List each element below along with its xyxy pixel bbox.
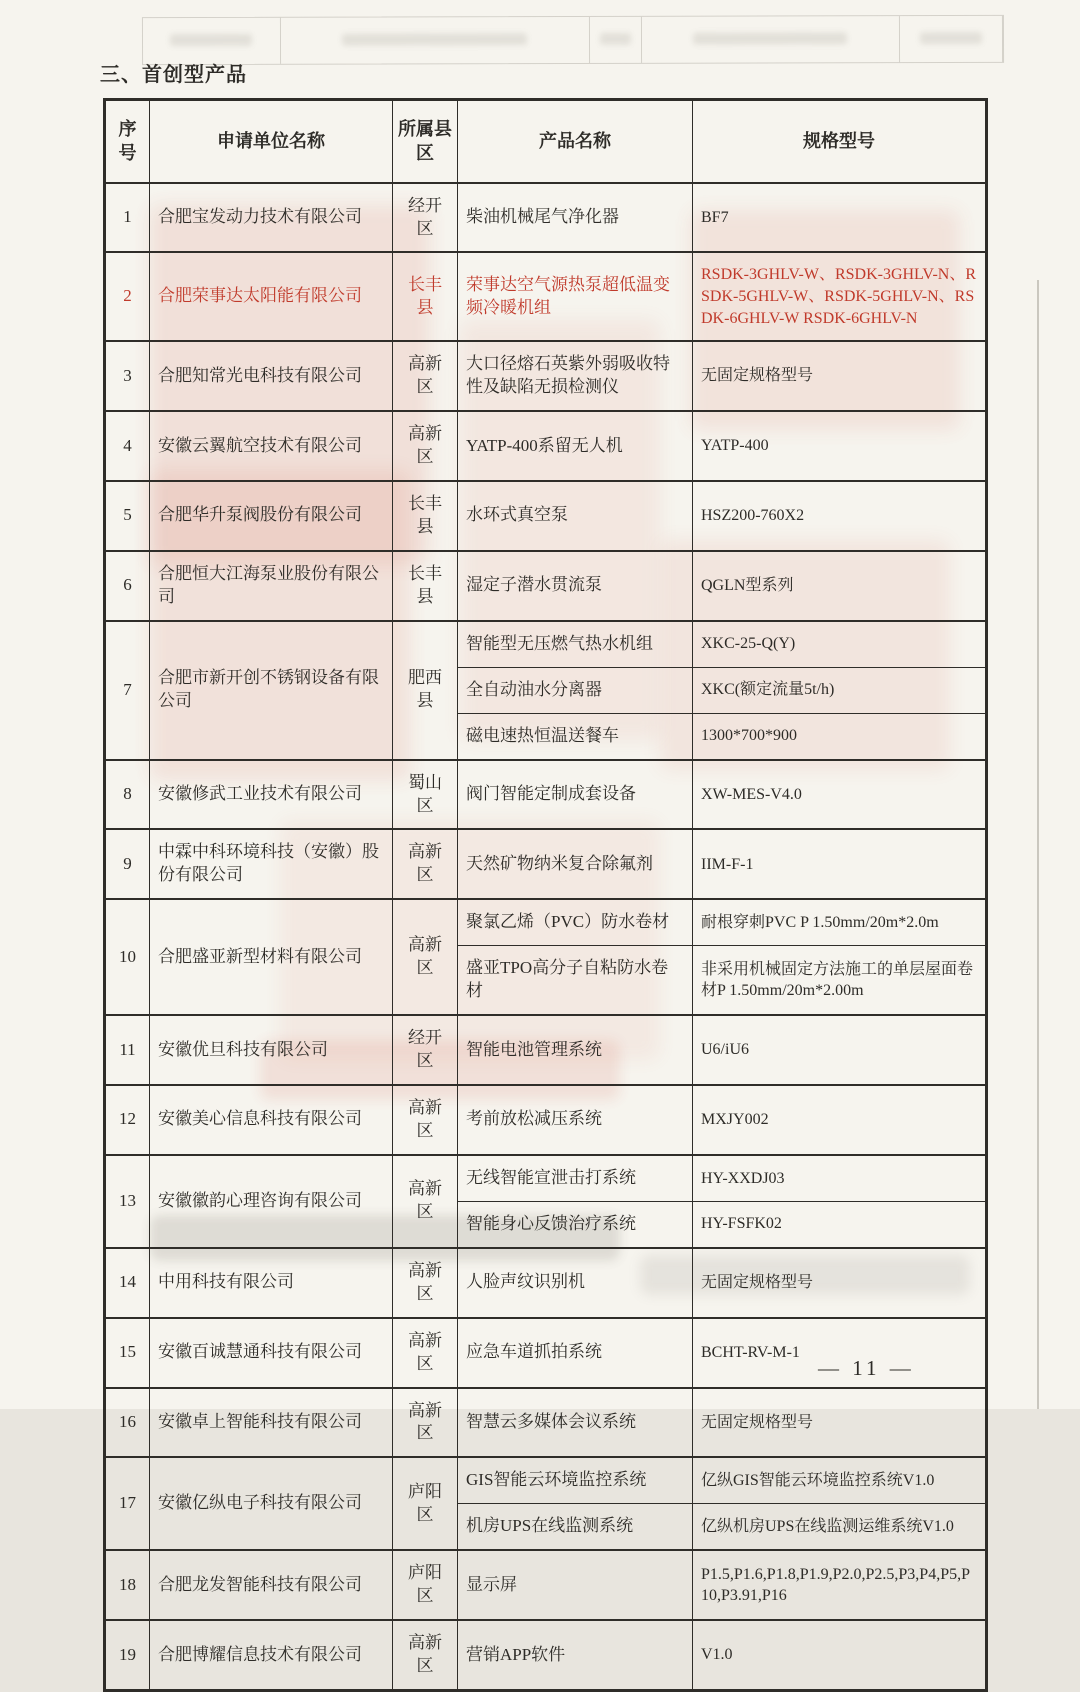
cell-district: 长丰县 [393, 481, 458, 551]
table-row-10 [105, 899, 987, 945]
cell-no: 2 [105, 252, 150, 341]
table-row-3 [105, 341, 987, 411]
cell-spec: 1300*700*900 [693, 713, 987, 759]
cell-company: 安徽美心信息科技有限公司 [150, 1085, 393, 1155]
cell-spec: HSZ200-760X2 [693, 481, 987, 551]
cell-product: 大口径熔石英紫外弱吸收特性及缺陷无损检测仪 [458, 341, 693, 411]
cell-district: 高新区 [393, 1248, 458, 1318]
cell-no: 10 [105, 899, 150, 1015]
cell-product: 盛亚TPO高分子自粘防水卷材 [458, 946, 693, 1015]
cell-spec: XKC-25-Q(Y) [693, 621, 987, 667]
cell-product: 湿定子潜水贯流泵 [458, 551, 693, 621]
cell-company: 安徽优旦科技有限公司 [150, 1015, 393, 1085]
cell-spec: 无固定规格型号 [693, 1248, 987, 1318]
column-header-1: 序号 [105, 100, 150, 183]
cell-spec: XW-MES-V4.0 [693, 760, 987, 830]
table-row-1 [105, 183, 987, 253]
cell-district: 蜀山区 [393, 760, 458, 830]
cell-spec: MXJY002 [693, 1085, 987, 1155]
cell-no: 4 [105, 411, 150, 481]
cell-district: 高新区 [393, 411, 458, 481]
cell-company: 合肥荣事达太阳能有限公司 [150, 252, 393, 341]
cell-no: 16 [105, 1388, 150, 1458]
table-row-17 [105, 1457, 987, 1503]
cell-district: 庐阳区 [393, 1550, 458, 1620]
table-row-5 [105, 481, 987, 551]
cell-product: 人脸声纹识别机 [458, 1248, 693, 1318]
cell-spec: HY-XXDJ03 [693, 1155, 987, 1201]
page-edge-shadow [1037, 280, 1039, 1409]
cell-product: 显示屏 [458, 1550, 693, 1620]
cell-spec: 耐根穿刺PVC P 1.50mm/20m*2.0m [693, 899, 987, 945]
cell-company: 安徽卓上智能科技有限公司 [150, 1388, 393, 1458]
cell-spec: 亿纵机房UPS在线监测运维系统V1.0 [693, 1504, 987, 1550]
cell-spec: QGLN型系列 [693, 551, 987, 621]
cell-spec: HY-FSFK02 [693, 1201, 987, 1247]
cell-company: 合肥博耀信息技术有限公司 [150, 1620, 393, 1690]
cell-company: 安徽修武工业技术有限公司 [150, 760, 393, 830]
cell-spec: YATP-400 [693, 411, 987, 481]
cell-company: 合肥宝发动力技术有限公司 [150, 183, 393, 253]
cell-company: 中用科技有限公司 [150, 1248, 393, 1318]
cell-spec: XKC(额定流量5t/h) [693, 667, 987, 713]
page-number: — 11 — [818, 1356, 915, 1380]
cell-product: 荣事达空气源热泵超低温变频冷暖机组 [458, 252, 693, 341]
table-row-7 [105, 621, 987, 667]
cell-spec: BCHT-RV-M-1 [693, 1318, 987, 1388]
cell-product: 天然矿物纳米复合除氟剂 [458, 829, 693, 899]
cell-no: 19 [105, 1620, 150, 1690]
cell-no: 8 [105, 760, 150, 830]
cell-no: 1 [105, 183, 150, 253]
bleed-through-cell [281, 17, 591, 64]
table-row-4 [105, 411, 987, 481]
cell-product: 智能电池管理系统 [458, 1015, 693, 1085]
cell-district: 经开区 [393, 183, 458, 253]
table-header [105, 100, 987, 183]
cell-product: 智能型无压燃气热水机组 [458, 621, 693, 667]
table-header-row [105, 100, 987, 183]
cell-spec: RSDK-3GHLV-W、RSDK-3GHLV-N、RSDK-5GHLV-W、RSDK-5GHLV-N、RSDK-6GHLV-W RSDK-6GHLV-N [693, 252, 987, 341]
cell-spec: 无固定规格型号 [693, 341, 987, 411]
cell-product: 考前放松减压系统 [458, 1085, 693, 1155]
table-row-12 [105, 1085, 987, 1155]
cell-district: 高新区 [393, 1388, 458, 1458]
table-row-14 [105, 1248, 987, 1318]
cell-no: 18 [105, 1550, 150, 1620]
bleed-through-table-artifact [142, 15, 1004, 65]
cell-company: 合肥市新开创不锈钢设备有限公司 [150, 621, 393, 760]
column-header-5: 规格型号 [693, 100, 987, 183]
cell-product: 柴油机械尾气净化器 [458, 183, 693, 253]
table-body [105, 183, 987, 1691]
table-row-9 [105, 829, 987, 899]
table-row-2 [105, 252, 987, 341]
cell-spec: P1.5,P1.6,P1.8,P1.9,P2.0,P2.5,P3,P4,P5,P10,P3.91,P16 [693, 1550, 987, 1620]
cell-company: 安徽亿纵电子科技有限公司 [150, 1457, 393, 1550]
cell-no: 5 [105, 481, 150, 551]
bleed-through-cell [642, 16, 900, 63]
bleed-through-cell [900, 16, 1003, 62]
cell-district: 高新区 [393, 1155, 458, 1248]
cell-district: 高新区 [393, 899, 458, 1015]
section-title: 三、首创型产品 [100, 64, 247, 86]
table-row-6 [105, 551, 987, 621]
cell-product: 阀门智能定制成套设备 [458, 760, 693, 830]
cell-product: YATP-400系留无人机 [458, 411, 693, 481]
cell-product: 磁电速热恒温送餐车 [458, 713, 693, 759]
cell-spec: 非采用机械固定方法施工的单层屋面卷材P 1.50mm/20m*2.00m [693, 946, 987, 1015]
cell-district: 高新区 [393, 1318, 458, 1388]
cell-district: 肥西县 [393, 621, 458, 760]
cell-product: 营销APP软件 [458, 1620, 693, 1690]
cell-no: 12 [105, 1085, 150, 1155]
cell-no: 9 [105, 829, 150, 899]
table-row-16 [105, 1388, 987, 1458]
cell-spec: 无固定规格型号 [693, 1388, 987, 1458]
cell-district: 经开区 [393, 1015, 458, 1085]
cell-no: 3 [105, 341, 150, 411]
cell-product: 全自动油水分离器 [458, 667, 693, 713]
cell-product: 水环式真空泵 [458, 481, 693, 551]
cell-district: 高新区 [393, 341, 458, 411]
table-row-8 [105, 760, 987, 830]
cell-district: 长丰县 [393, 551, 458, 621]
cell-company: 合肥恒大江海泵业股份有限公司 [150, 551, 393, 621]
cell-spec: IIM-F-1 [693, 829, 987, 899]
cell-product: 智能身心反馈治疗系统 [458, 1201, 693, 1247]
cell-company: 安徽云翼航空技术有限公司 [150, 411, 393, 481]
cell-company: 安徽百诚慧通科技有限公司 [150, 1318, 393, 1388]
cell-no: 17 [105, 1457, 150, 1550]
cell-no: 11 [105, 1015, 150, 1085]
bleed-through-cell [590, 17, 642, 63]
cell-district: 高新区 [393, 1620, 458, 1690]
cell-no: 15 [105, 1318, 150, 1388]
products-table [103, 98, 988, 1692]
cell-no: 14 [105, 1248, 150, 1318]
cell-company: 中霖中科环境科技（安徽）股份有限公司 [150, 829, 393, 899]
cell-product: 机房UPS在线监测系统 [458, 1504, 693, 1550]
cell-district: 长丰县 [393, 252, 458, 341]
table-row-18 [105, 1550, 987, 1620]
table-row-13 [105, 1155, 987, 1201]
cell-district: 庐阳区 [393, 1457, 458, 1550]
cell-no: 6 [105, 551, 150, 621]
cell-no: 7 [105, 621, 150, 760]
cell-spec: 亿纵GIS智能云环境监控系统V1.0 [693, 1457, 987, 1503]
cell-product: GIS智能云环境监控系统 [458, 1457, 693, 1503]
cell-company: 合肥华升泵阀股份有限公司 [150, 481, 393, 551]
cell-product: 聚氯乙烯（PVC）防水卷材 [458, 899, 693, 945]
cell-company: 合肥知常光电科技有限公司 [150, 341, 393, 411]
cell-spec: BF7 [693, 183, 987, 253]
table-row-11 [105, 1015, 987, 1085]
table-row-19 [105, 1620, 987, 1690]
column-header-4: 产品名称 [458, 100, 693, 183]
cell-spec: U6/iU6 [693, 1015, 987, 1085]
column-header-2: 申请单位名称 [150, 100, 393, 183]
cell-company: 安徽徽韵心理咨询有限公司 [150, 1155, 393, 1248]
cell-product: 智慧云多媒体会议系统 [458, 1388, 693, 1458]
column-header-3: 所属县区 [393, 100, 458, 183]
cell-product: 应急车道抓拍系统 [458, 1318, 693, 1388]
cell-company: 合肥龙发智能科技有限公司 [150, 1550, 393, 1620]
cell-product: 无线智能宣泄击打系统 [458, 1155, 693, 1201]
cell-spec: V1.0 [693, 1620, 987, 1690]
cell-company: 合肥盛亚新型材料有限公司 [150, 899, 393, 1015]
cell-district: 高新区 [393, 829, 458, 899]
cell-no: 13 [105, 1155, 150, 1248]
cell-district: 高新区 [393, 1085, 458, 1155]
